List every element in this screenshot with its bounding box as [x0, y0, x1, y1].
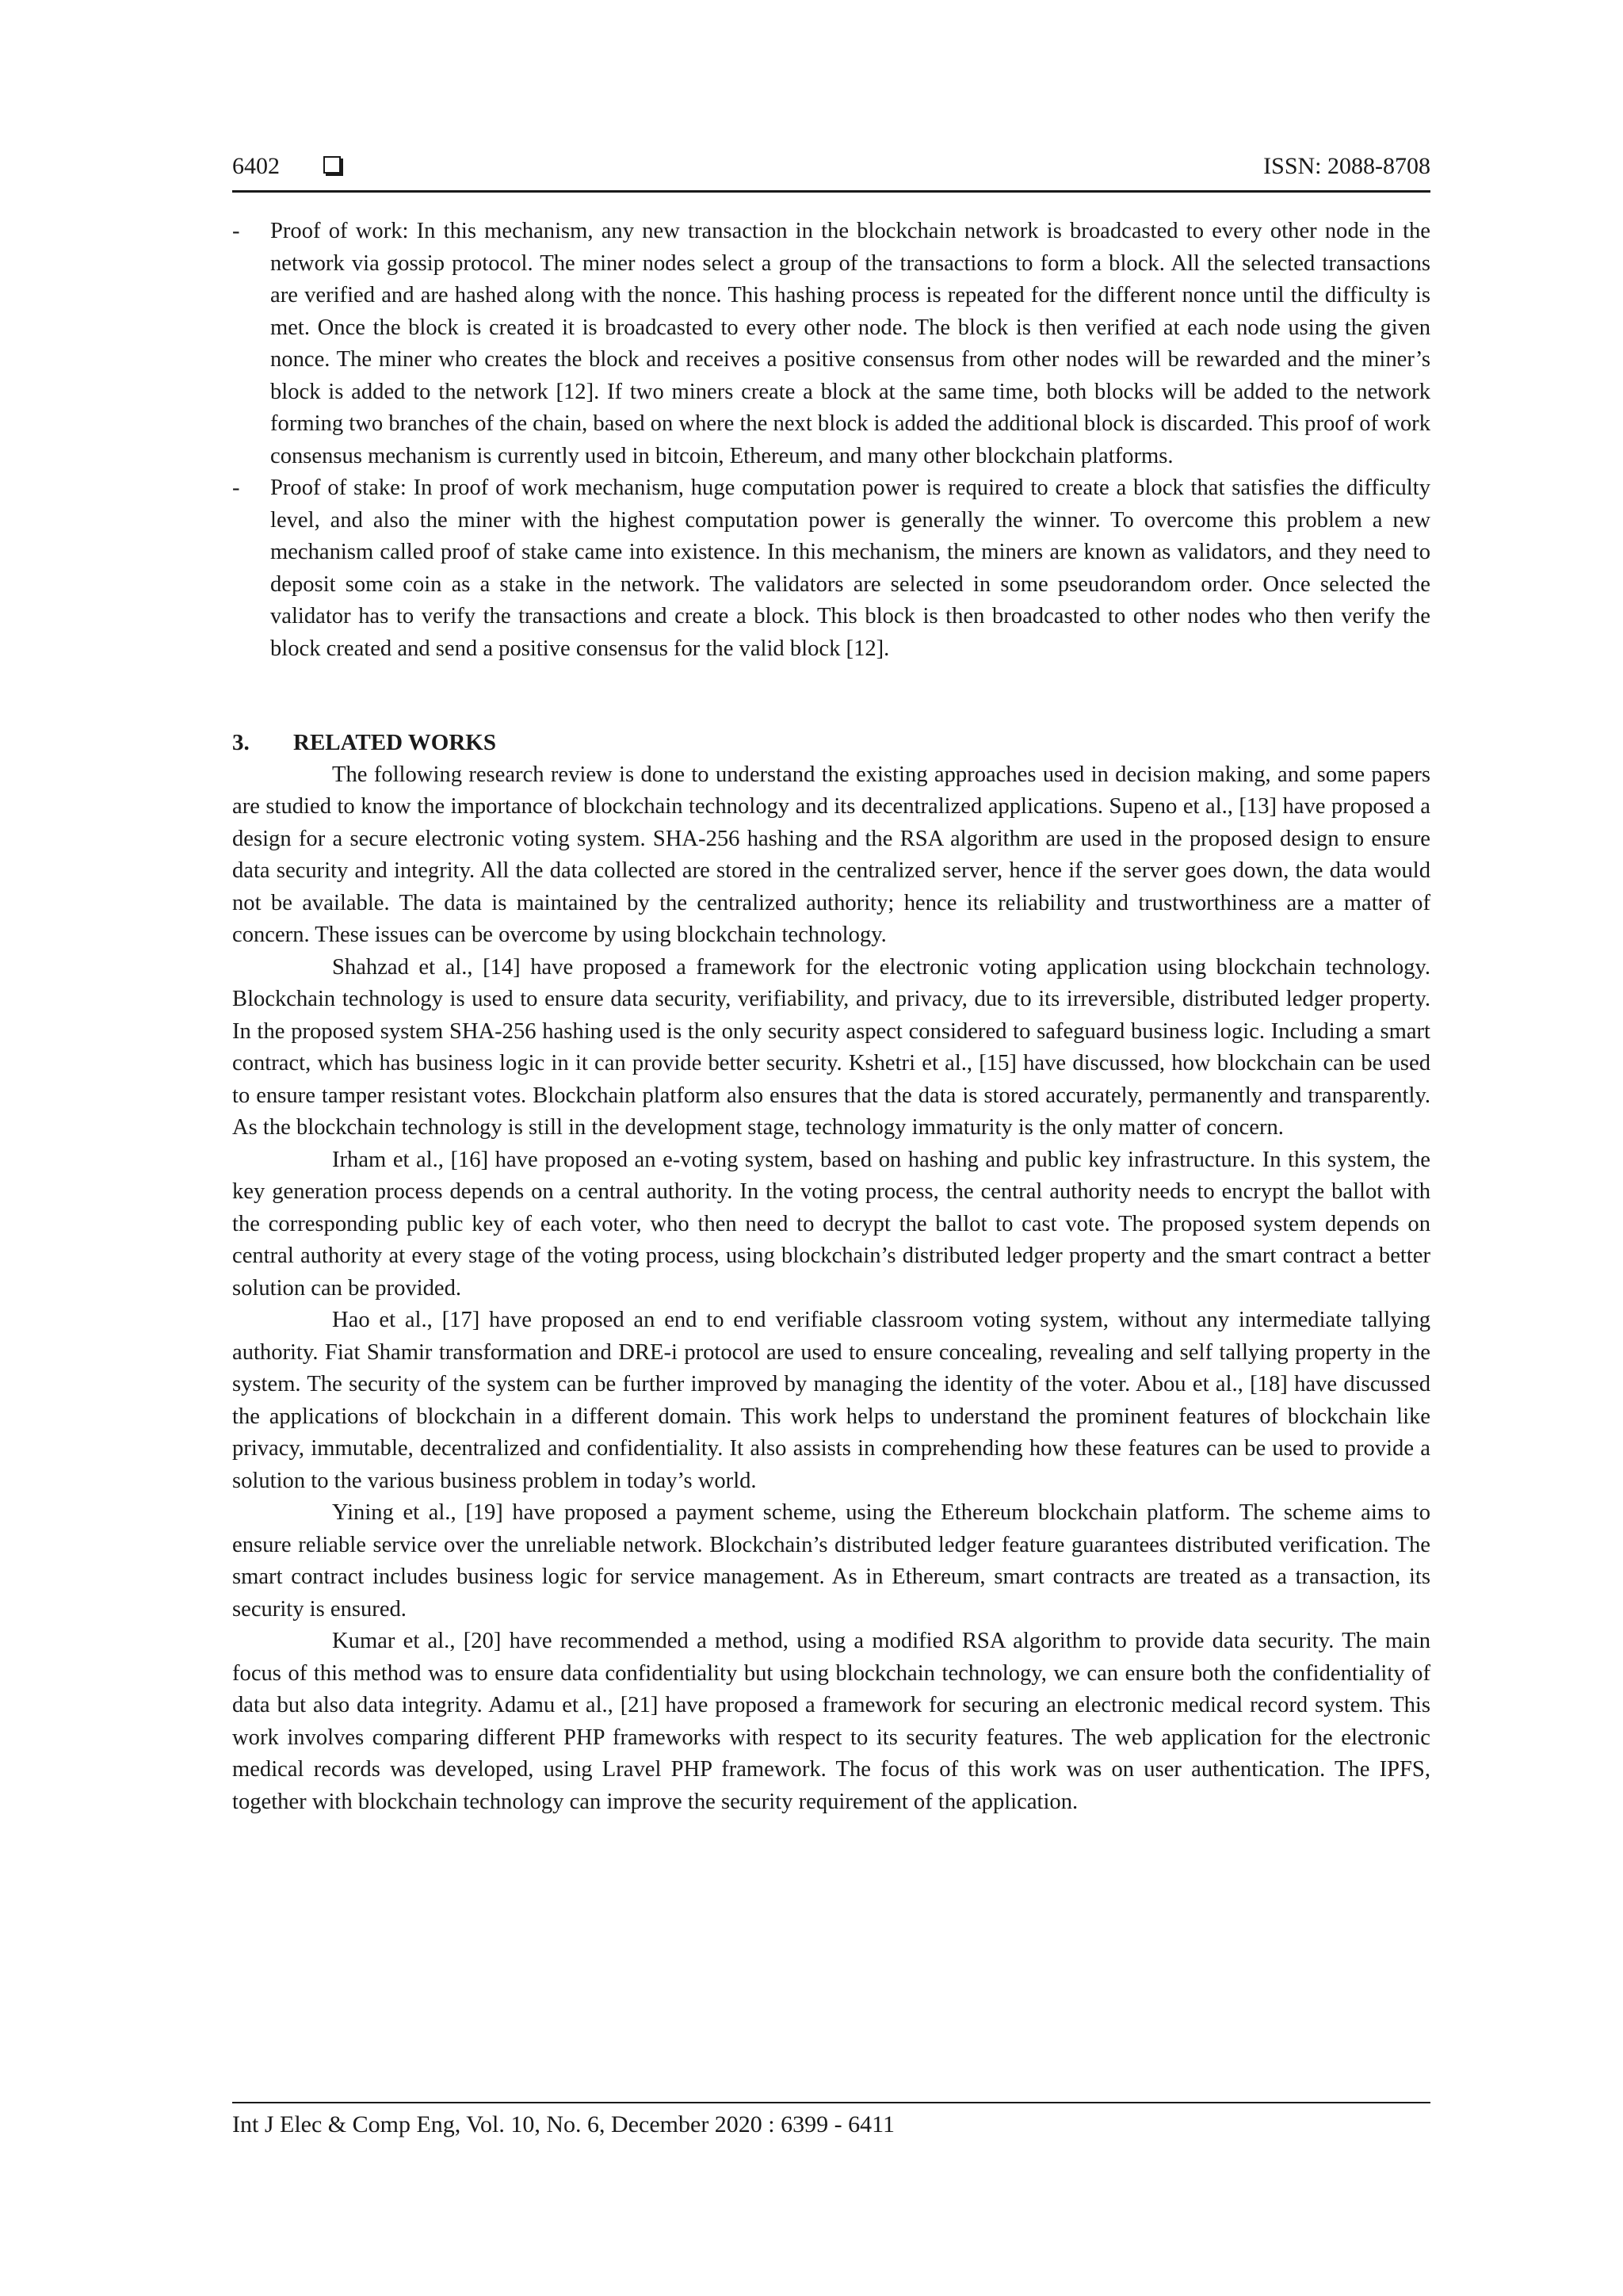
bullet-item-proof-of-work	[232, 216, 1430, 472]
bullet-text: Proof of work: In this mechanism, any new transaction in the blockchain network is broadcasted to every other node in the network via gossip protocol. The miner nodes select a group of the transactions to form a block. All the selected transactions are verified and are hashed along with the nonce. This hashing process is repeated for the different nonce until the difficulty is met. Once the block is created it is broadcasted to every other node. The block is then verified at each node using the given nonce. The miner who creates the block and receives a positive consensus from other nodes will be rewarded and the miner’s block is added to the network [12]. If two miners create a block at the same time, both blocks will be added to the network forming two branches of the chain, based on where the next block is added the additional block is discarded. This proof of work consensus mechanism is currently used in bitcoin, Ethereum, and many other blockchain platforms.	[270, 219, 1430, 468]
footer-rule	[232, 2102, 1430, 2103]
page-body	[232, 216, 1430, 1818]
section-heading	[232, 727, 1430, 759]
paragraph: Yining et al., [19] have proposed a payment scheme, using the Ethereum blockchain platform. The scheme aims to ensure reliable service over the unreliable network. Blockchain’s distributed ledger feature guarantees distributed verification. The smart contract includes business logic for service management. As in Ethereum, smart contracts are treated as a transaction, its security is ensured.	[232, 1500, 1430, 1622]
running-header	[232, 153, 1430, 191]
header-rule	[232, 190, 1430, 193]
paragraph: Irham et al., [16] have proposed an e-voting system, based on hashing and public key infrastructure. In this system, the key generation process depends on a central authority. In the voting process, the central authority needs to encrypt the ballot with the corresponding public key of each voter, who then need to decrypt the ballot to cast vote. The proposed system depends on central authority at every stage of the voting process, using blockchain’s distributed ledger property and the smart contract a better solution can be provided.	[232, 1147, 1430, 1301]
section-title: RELATED WORKS	[293, 730, 496, 755]
paragraph: Hao et al., [17] have proposed an end to end verifiable classroom voting system, without any intermediate tallying authority. Fiat Shamir transformation and DRE-i protocol are used to ensure concealing, revealing and self tallying property in the system. The security of the system can be further improved by managing the identity of the voter. Abou et al., [18] have discussed the applications of blockchain in a different domain. This work helps to understand the prominent features of blockchain like privacy, immutable, decentralized and confidentiality. It also assists in comprehending how these features can be used to provide a solution to the various business problem in today’s world.	[232, 1308, 1430, 1493]
paragraph: Shahzad et al., [14] have proposed a framework for the electronic voting application using blockchain technology. Blockchain technology is used to ensure data security, verifiability, and privacy, due to its irreversible, distributed ledger property. In the proposed system SHA-256 hashing used is the only security aspect considered to safeguard business logic. Including a smart contract, which has business logic in it can provide better security. Kshetri et al., [15] have discussed, how blockchain can be used to ensure tamper resistant votes. Blockchain platform also ensures that the data is stored accurately, permanently and transparently. As the blockchain technology is still in the development stage, technology immaturity is the only matter of concern.	[232, 954, 1430, 1140]
issn-label: ISSN: 2088-8708	[1263, 153, 1430, 179]
section-number: 3.	[232, 730, 250, 755]
square-box-icon	[323, 156, 341, 174]
bullet-item-proof-of-stake	[232, 472, 1430, 665]
bullet-marker: -	[232, 219, 240, 243]
paragraph: The following research review is done to understand the existing approaches used in decision making, and some papers are studied to know the importance of blockchain technology and its decentralized applications. Supeno et al., [13] have proposed a design for a secure electronic voting system. SHA-256 hashing and the RSA algorithm are used in the proposed design to ensure data security and integrity. All the data collected are stored in the centralized server, hence if the server goes down, the data would not be available. The data is maintained by the centralized authority; hence its reliability and trustworthiness are a matter of concern. These issues can be overcome by using blockchain technology.	[232, 762, 1430, 947]
bullet-marker: -	[232, 476, 240, 500]
page-number: 6402	[232, 153, 280, 179]
journal-citation-footer: Int J Elec & Comp Eng, Vol. 10, No. 6, December 2020 : 6399 - 6411	[232, 2111, 896, 2137]
bullet-text: Proof of stake: In proof of work mechanism, huge computation power is required to create a block that satisfies the difficulty level, and also the miner with the highest computation power is generally the winner. To overcome this problem a new mechanism called proof of stake came into existence. In this mechanism, the miners are known as validators, and they need to deposit some coin as a stake in the network. The validators are selected in some pseudorandom order. Once selected the validator has to verify the transactions and create a block. This block is then broadcasted to other nodes who then verify the block created and send a positive consensus for the valid block [12].	[270, 476, 1430, 661]
paragraph: Kumar et al., [20] have recommended a method, using a modified RSA algorithm to provide data security. The main focus of this method was to ensure data confidentiality but using blockchain technology, we can ensure both the confidentiality of data but also data integrity. Adamu et al., [21] have proposed a framework for securing an electronic medical record system. This work involves comparing different PHP frameworks with respect to its security features. The web application for the electronic medical records was developed, using Lravel PHP framework. The focus of this work was on user authentication. The IPFS, together with blockchain technology can improve the security requirement of the application.	[232, 1629, 1430, 1814]
